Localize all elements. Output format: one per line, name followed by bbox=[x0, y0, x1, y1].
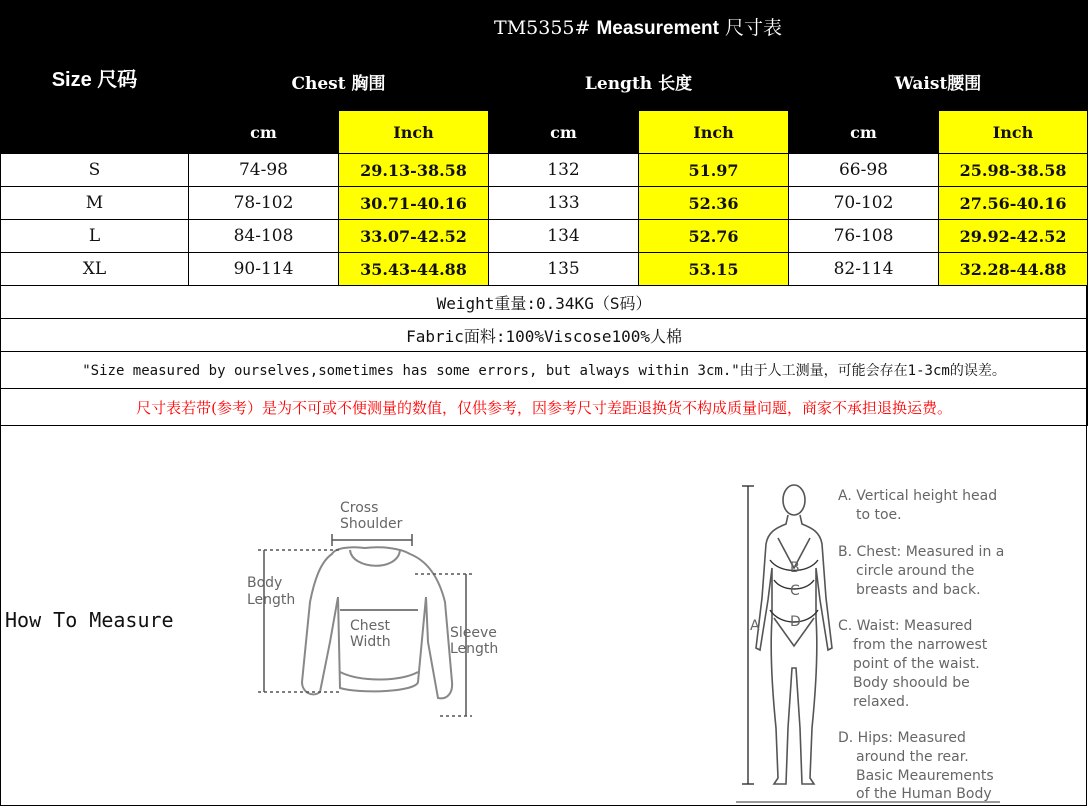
cross-shoulder-label-2: Shoulder bbox=[340, 516, 403, 532]
head-outline bbox=[783, 485, 805, 515]
table-row bbox=[1, 187, 1088, 220]
chest-cm-cell: 84-108 bbox=[189, 220, 339, 253]
reference-disclaimer: 尺寸表若带(参考）是为不可或不便测量的数值，仅供参考，因参考尺寸差距退换货不构成质量问题，商家不承担退换运费。 bbox=[1, 389, 1088, 426]
length-inch-cell: 53.15 bbox=[639, 253, 789, 286]
chest-inch-cell: 35.43-44.88 bbox=[339, 253, 489, 286]
chest-cm-cell: 90-114 bbox=[189, 253, 339, 286]
waist-cm-cell: 82-114 bbox=[789, 253, 939, 286]
chest-cm-cell: 78-102 bbox=[189, 187, 339, 220]
sweater-measure-diagram bbox=[240, 492, 510, 732]
body-measure-diagram bbox=[736, 478, 1036, 804]
fabric-info: Fabric面料:100%Viscose100%人棉 bbox=[1, 319, 1088, 352]
unit-length-cm: cm bbox=[489, 111, 639, 154]
sleeve-length-label-1: Sleeve bbox=[450, 625, 497, 641]
label-a: A bbox=[750, 618, 760, 634]
note-b-line-2: circle around the bbox=[856, 563, 975, 579]
note-d-line-1: D. Hips: Measured bbox=[838, 730, 966, 746]
note-d-line-2: around the rear. bbox=[856, 749, 969, 765]
note-a-line-1: A. Vertical height head bbox=[838, 488, 998, 504]
note-d-line-3: Basic Meaurements bbox=[856, 768, 994, 784]
unit-chest-inch: Inch bbox=[339, 111, 489, 154]
note-c-line-1: C. Waist: Measured bbox=[838, 618, 973, 634]
unit-length-inch: Inch bbox=[639, 111, 789, 154]
length-cm-cell: 134 bbox=[489, 220, 639, 253]
note-c-line-5: relaxed. bbox=[853, 694, 910, 710]
group-length: Length 长度 bbox=[489, 52, 789, 111]
waist-inch-cell: 27.56-40.16 bbox=[939, 187, 1088, 220]
table-row bbox=[1, 253, 1088, 286]
cross-shoulder-label-1: Cross bbox=[340, 500, 379, 516]
waist-inch-cell: 25.98-38.58 bbox=[939, 154, 1088, 187]
unit-waist-inch: Inch bbox=[939, 111, 1088, 154]
size-cell: S bbox=[1, 154, 189, 187]
body-length-label-2: Length bbox=[247, 592, 296, 608]
group-chest: Chest 胸围 bbox=[189, 52, 489, 111]
sweater-collar bbox=[350, 550, 400, 566]
chest-inch-cell: 30.71-40.16 bbox=[339, 187, 489, 220]
waist-inch-cell: 32.28-44.88 bbox=[939, 253, 1088, 286]
label-d: D bbox=[790, 614, 801, 630]
length-cm-cell: 133 bbox=[489, 187, 639, 220]
chest-inch-cell: 33.07-42.52 bbox=[339, 220, 489, 253]
waist-inch-cell: 29.92-42.52 bbox=[939, 220, 1088, 253]
chest-width-label-1: Chest bbox=[350, 618, 391, 634]
sweater-hem bbox=[340, 672, 418, 680]
note-d-line-4: of the Human Body bbox=[856, 786, 992, 802]
size-cell: XL bbox=[1, 253, 189, 286]
note-c-line-2: from the narrowest bbox=[853, 637, 988, 653]
chest-cm-cell: 74-98 bbox=[189, 154, 339, 187]
table-row bbox=[1, 220, 1088, 253]
label-b: B bbox=[790, 560, 800, 576]
table-title bbox=[189, 1, 1088, 52]
note-b-line-3: breasts and back. bbox=[856, 582, 981, 598]
size-cell: M bbox=[1, 187, 189, 220]
size-column-header: Size 尺码 bbox=[1, 1, 189, 154]
note-a-line-2: to toe. bbox=[856, 507, 902, 523]
length-inch-cell: 52.36 bbox=[639, 187, 789, 220]
table-row bbox=[1, 154, 1088, 187]
note-c-line-3: point of the waist. bbox=[853, 656, 980, 672]
title-model: TM5355# bbox=[494, 16, 591, 39]
group-waist: Waist腰围 bbox=[789, 52, 1088, 111]
chest-width-label-2: Width bbox=[350, 634, 391, 650]
title-measurement: Measurement bbox=[596, 17, 719, 39]
measurement-error-note: "Size measured by ourselves,sometimes has some errors, but always within 3cm."由于人工测量，可能会存在1-3cm的误差。 bbox=[1, 352, 1088, 389]
title-chinese: 尺寸表 bbox=[725, 16, 783, 39]
body-outline bbox=[756, 515, 832, 784]
label-c: C bbox=[790, 583, 800, 599]
waist-cm-cell: 70-102 bbox=[789, 187, 939, 220]
length-inch-cell: 52.76 bbox=[639, 220, 789, 253]
chest-inch-cell: 29.13-38.58 bbox=[339, 154, 489, 187]
weight-info: Weight重量:0.34KG（S码） bbox=[1, 286, 1088, 319]
size-cell: L bbox=[1, 220, 189, 253]
note-c-line-4: Body shoould be bbox=[853, 675, 970, 691]
body-length-label-1: Body bbox=[247, 575, 283, 591]
length-inch-cell: 51.97 bbox=[639, 154, 789, 187]
length-cm-cell: 135 bbox=[489, 253, 639, 286]
sleeve-length-label-2: Length bbox=[450, 641, 499, 657]
note-b-line-1: B. Chest: Measured in a bbox=[838, 544, 1005, 560]
waist-cm-cell: 76-108 bbox=[789, 220, 939, 253]
unit-chest-cm: cm bbox=[189, 111, 339, 154]
how-to-measure-label: How To Measure bbox=[5, 608, 174, 632]
length-cm-cell: 132 bbox=[489, 154, 639, 187]
unit-waist-cm: cm bbox=[789, 111, 939, 154]
waist-cm-cell: 66-98 bbox=[789, 154, 939, 187]
